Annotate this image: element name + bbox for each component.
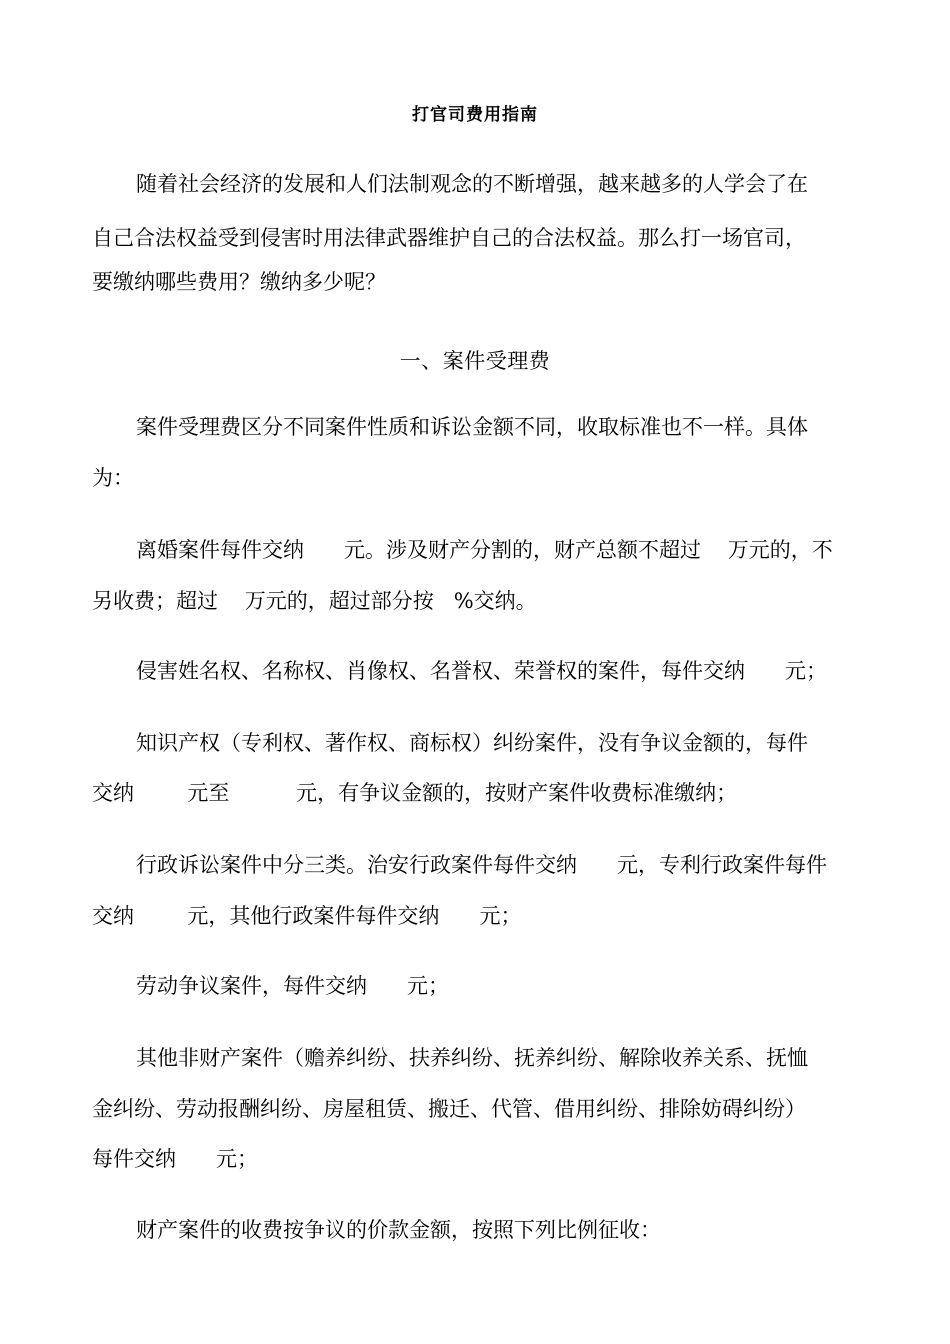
divorce-line-2: 另收费；超过 万元的，超过部分按 %交纳。 [92,589,537,613]
document-title: 打官司费用指南 [412,105,538,125]
other-line-2: 金纠纷、劳动报酬纠纷、房屋租赁、搬迁、代管、借用纠纷、排除妨碍纠纷） [92,1097,806,1121]
ip-line-2: 交纳 元至 元，有争议金额的，按财产案件收费标准缴纳； [92,781,738,805]
property-line: 财产案件的收费按争议的价款金额，按照下列比例征收： [136,1218,661,1242]
divorce-line-1: 离婚案件每件交纳 元。涉及财产分割的，财产总额不超过 万元的，不 [136,538,833,562]
intro-line-3: 要缴纳哪些费用？缴纳多少呢？ [92,270,386,294]
intro-line-2: 自己合法权益受到侵害时用法律武器维护自己的合法权益。那么打一场官司， [92,226,806,250]
admin-line-2: 交纳 元，其他行政案件每件交纳 元； [92,904,522,928]
other-line-1: 其他非财产案件（赡养纠纷、扶养纠纷、抚养纠纷、解除收养关系、抚恤 [136,1046,808,1070]
section-heading-case-fee: 一、案件受理费 [399,349,551,373]
admin-line-1: 行政诉讼案件中分三类。治安行政案件每件交纳 元，专利行政案件每件 [136,853,828,877]
basis-line-2: 为： [92,466,134,490]
ip-line-1: 知识产权（专利权、著作权、商标权）纠纷案件，没有争议金额的，每件 [136,731,808,755]
labor-line: 劳动争议案件，每件交纳 元； [136,974,450,998]
personality-rights-line: 侵害姓名权、名称权、肖像权、名誉权、荣誉权的案件，每件交纳 元； [136,659,828,683]
intro-line-1: 随着社会经济的发展和人们法制观念的不断增强，越来越多的人学会了在 [136,172,808,196]
basis-line-1: 案件受理费区分不同案件性质和诉讼金额不同，收取标准也不一样。具体 [136,415,808,439]
other-line-3: 每件交纳 元； [92,1147,259,1171]
